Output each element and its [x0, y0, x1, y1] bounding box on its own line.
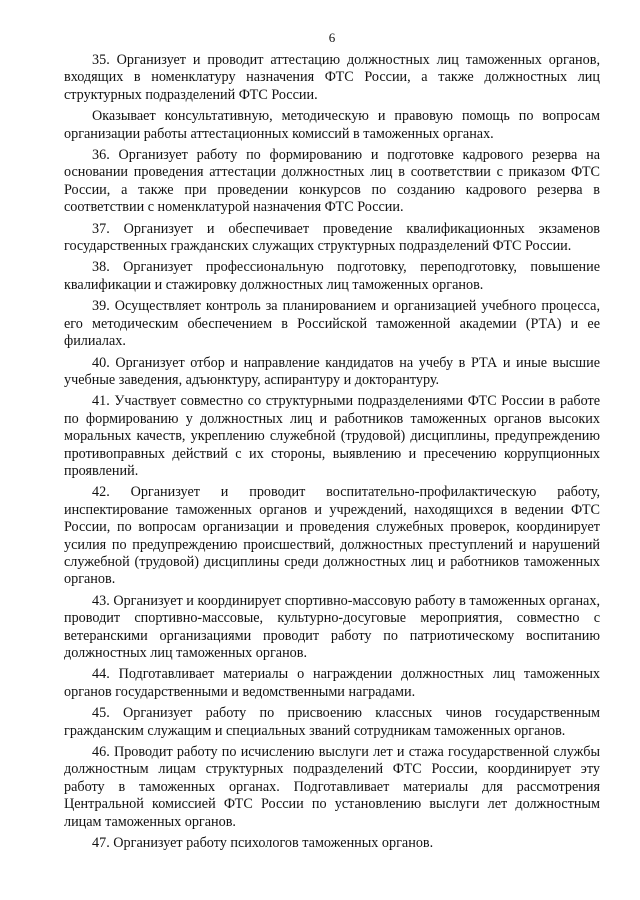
paragraph-46: 46. Проводит работу по исчислению выслуги лет и стажа государственной службы должностным лицам структурных подразделений ФТС России, координирует эту работу в таможенных органах. Подготавливает материалы для рассмотрения Центральной комиссией ФТС России по установлению выслуги лет должностным лицам таможенных органов. [64, 744, 600, 830]
paragraph-35-consult: Оказывает консультативную, методическую и правовую помощь по вопросам организации работы аттестационных комиссий в таможенных органах. [64, 108, 600, 142]
paragraph-45: 45. Организует работу по присвоению классных чинов государственным гражданским служащим и специальных званий сотрудникам таможенных органов. [64, 705, 600, 739]
paragraph-44: 44. Подготавливает материалы о награждении должностных лиц таможенных органов государственными и ведомственными наградами. [64, 666, 600, 700]
paragraph-40: 40. Организует отбор и направление кандидатов на учебу в РТА и иные высшие учебные заведения, адъюнктуру, аспирантуру и докторантуру. [64, 354, 600, 388]
paragraph-38: 38. Организует профессиональную подготовку, переподготовку, повышение квалификации и стажировку должностных лиц таможенных органов. [64, 259, 600, 293]
paragraph-35: 35. Организует и проводит аттестацию должностных лиц таможенных органов, входящих в номенклатуру назначения ФТС России, а также должностных лиц структурных подразделений ФТС России. [64, 52, 600, 103]
paragraph-39: 39. Осуществляет контроль за планированием и организацией учебного процесса, его методическим обеспечением в Российской таможенной академии (РТА) и ее филиалах. [64, 298, 600, 350]
page-number: 6 [328, 30, 336, 45]
paragraph-37: 37. Организует и обеспечивает проведение квалификационных экзаменов государственных гражданских служащих структурных подразделений ФТС России. [64, 220, 600, 255]
paragraph-41: 41. Участвует совместно со структурными подразделениями ФТС России в работе по формированию у должностных лиц и работников таможенных органов высоких моральных качеств, укреплению служебной (трудовой) дисциплины, предупреждению противоправных действий с их стороны, выявлению и пресечению коррупционных проявлений. [64, 393, 600, 479]
paragraph-36: 36. Организует работу по формированию и подготовке кадрового резерва на основании проведения аттестации должностных лиц в соответствии с приказом ФТС России, а также при проведении конкурсов по созданию кадрового резерва в соответствии с номенклатурой назначения ФТС России. [64, 147, 600, 216]
paragraph-47: 47. Организует работу психологов таможенных органов. [92, 835, 434, 852]
paragraph-42: 42. Организует и проводит воспитательно-профилактическую работу, инспектирование таможенных органов и учреждений, находящихся в ведении ФТС России, по вопросам организации и проведения служебных проверок, координирует усилия по предупреждению происшествий, должностных преступлений и нарушений служебной (трудовой) дисциплины среди должностных лиц и работников таможенных органов. [64, 484, 600, 588]
paragraph-43: 43. Организует и координирует спортивно-массовую работу в таможенных органах, проводит спортивно-массовые, культурно-досуговые мероприятия, совместно с ветеранскими организациями проводит работу по патриотическому воспитанию должностных лиц таможенных органов. [64, 592, 600, 661]
